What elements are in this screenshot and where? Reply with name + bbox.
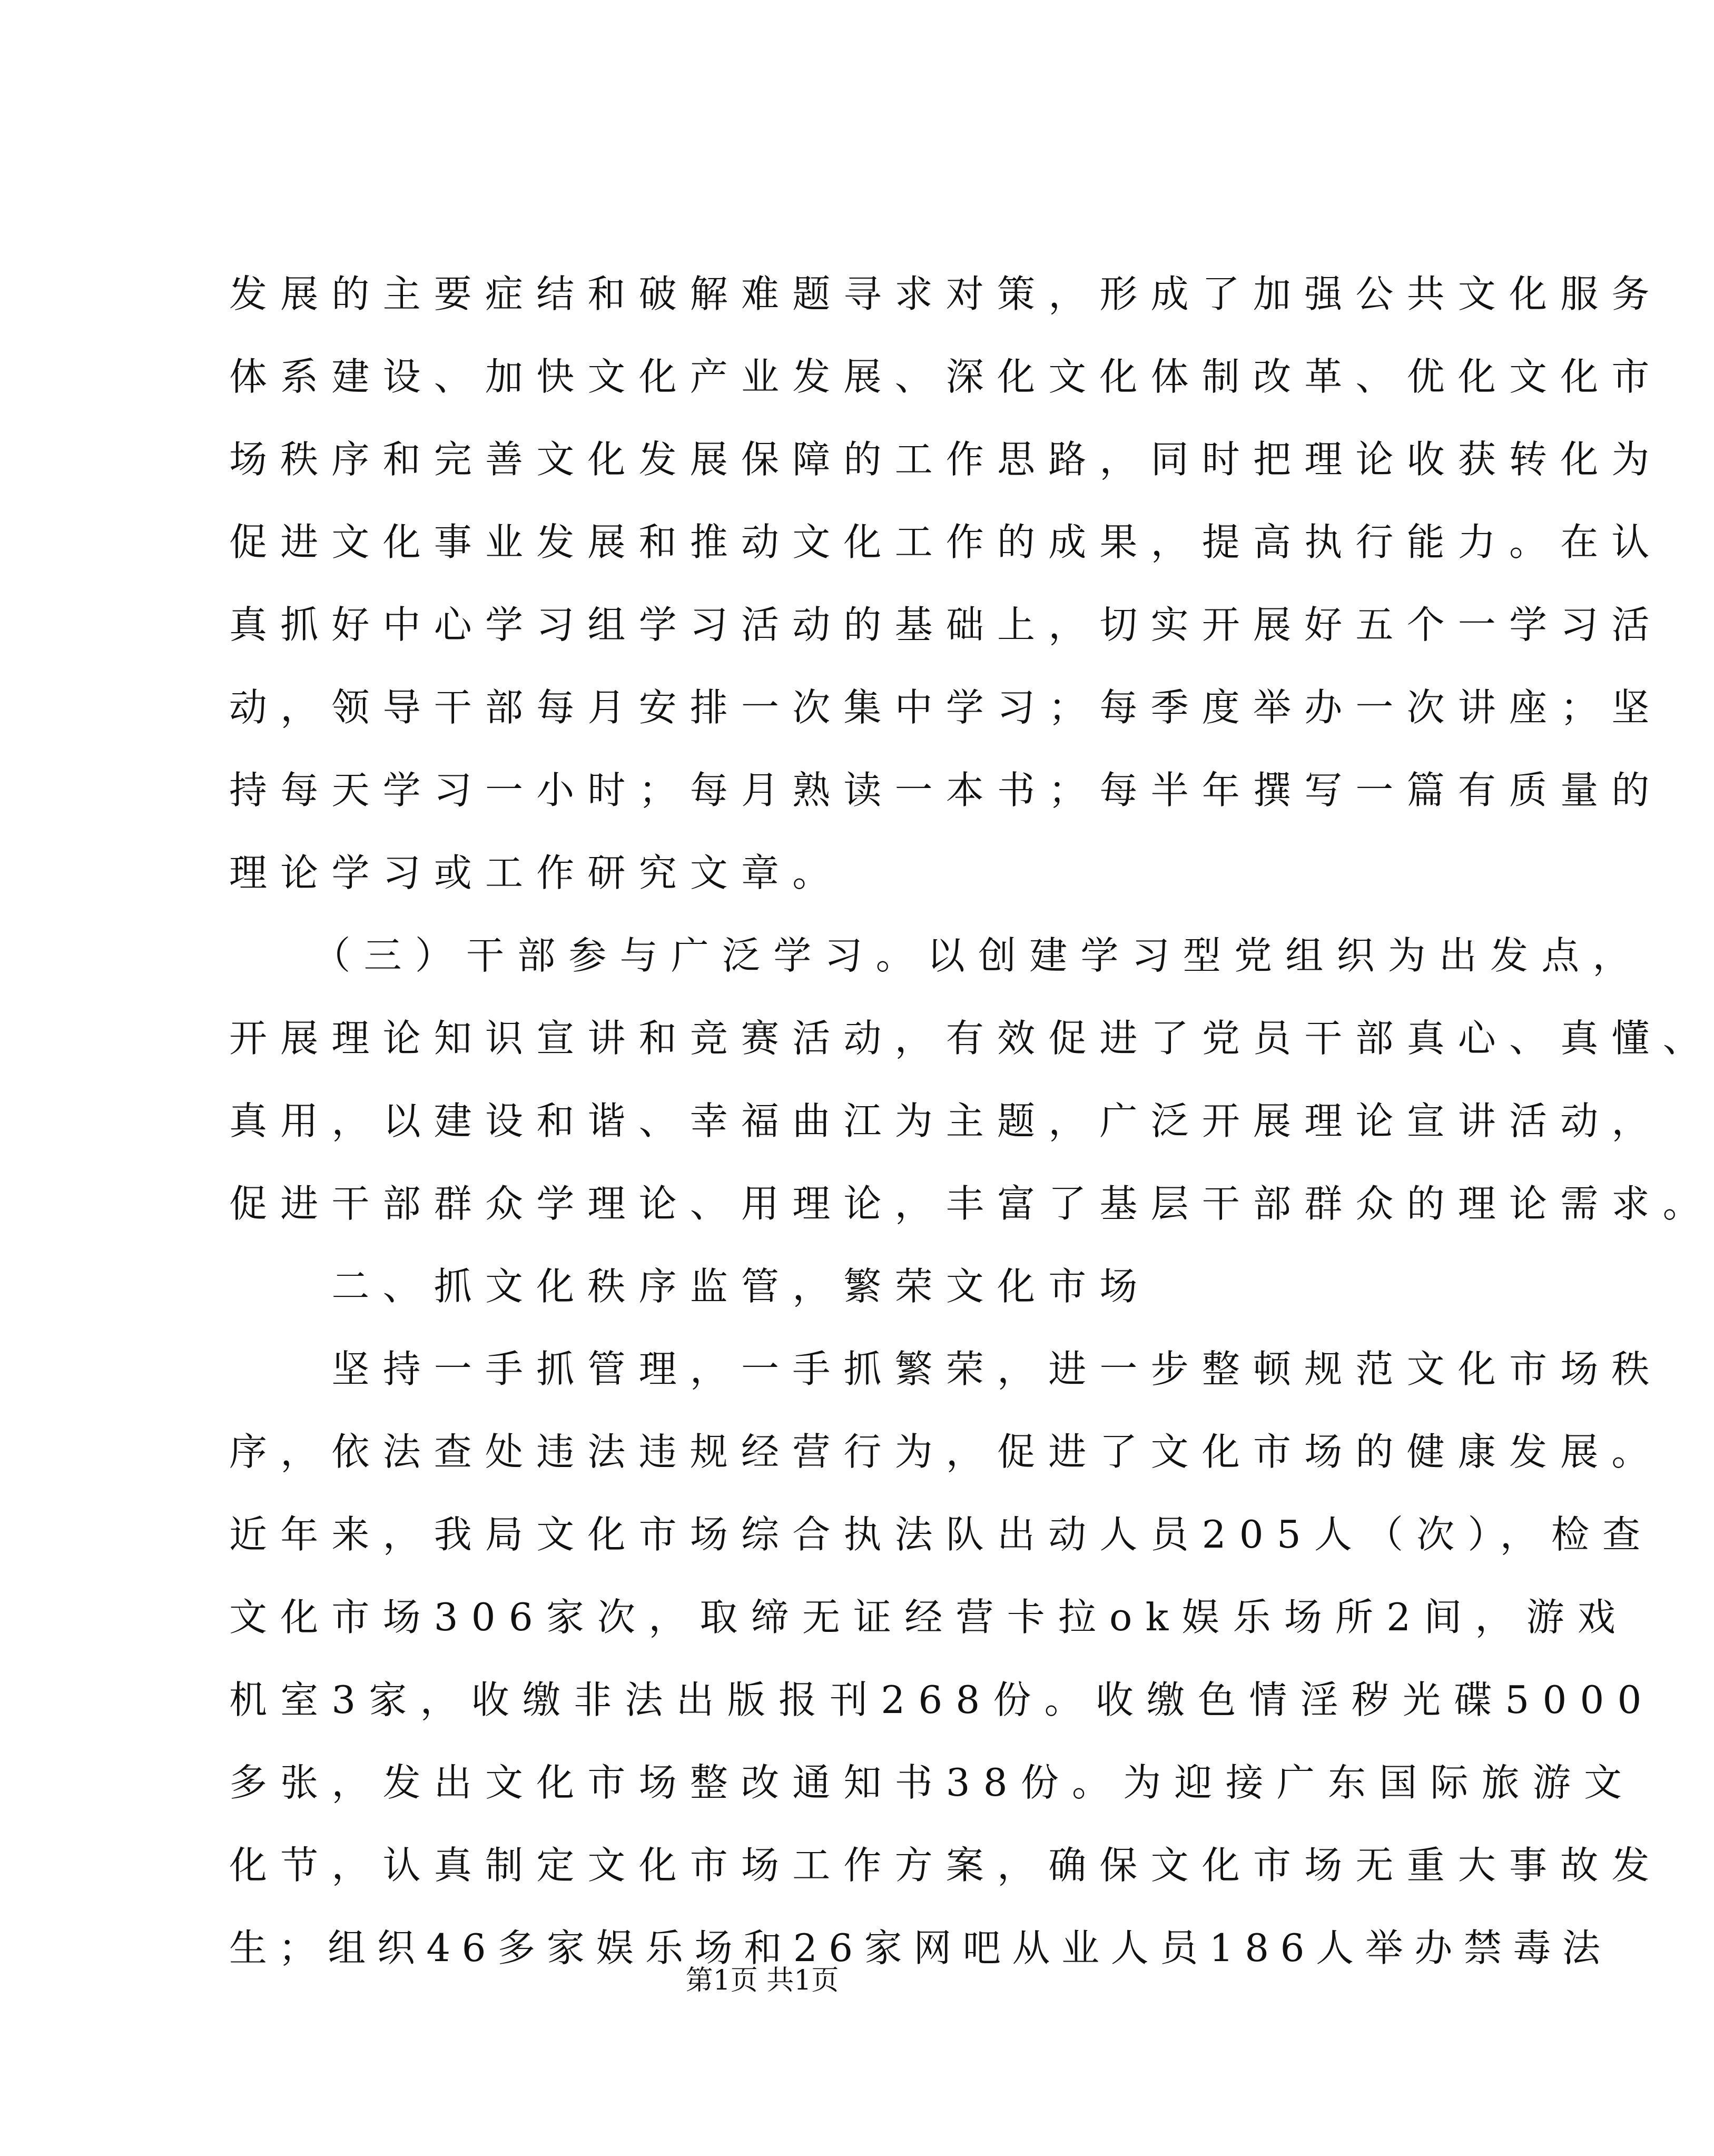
text-line: （三）干部参与广泛学习。以创建学习型党组织为出发点， (229, 933, 1644, 978)
page-number-footer: 第1页 共1页 (685, 1965, 839, 1996)
text-line: 机室3家，收缴非法出版报刊268份。收缴色情淫秽光碟5000 (229, 1678, 1655, 1722)
text-line: 真抓好中心学习组学习活动的基础上，切实开展好五个一学习活 (229, 603, 1663, 647)
text-line: 序，依法查处违法违规经营行为，促进了文化市场的健康发展。 (229, 1430, 1663, 1474)
document-body (229, 253, 1714, 1990)
text-line: 持每天学习一小时；每月熟读一本书；每半年撰写一篇有质量的 (229, 768, 1663, 812)
text-line: 发展的主要症结和破解难题寻求对策，形成了加强公共文化服务 (229, 272, 1663, 316)
text-line: 坚持一手抓管理，一手抓繁荣，进一步整顿规范文化市场秩 (229, 1347, 1663, 1391)
text-line: 理论学习或工作研究文章。 (229, 851, 844, 895)
text-line: 体系建设、加快文化产业发展、深化文化体制改革、优化文化市 (229, 355, 1663, 399)
text-line: 促进文化事业发展和推动文化工作的成果，提高执行能力。在认 (229, 520, 1663, 564)
text-line: 动，领导干部每月安排一次集中学习；每季度举办一次讲座；坚 (229, 685, 1663, 730)
section-heading: 二、抓文化秩序监管，繁荣文化市场 (229, 1264, 1151, 1308)
text-line: 文化市场306家次，取缔无证经营卡拉ok娱乐场所2间，游戏 (229, 1595, 1629, 1639)
text-line: 真用，以建设和谐、幸福曲江为主题，广泛开展理论宣讲活动， (229, 1099, 1663, 1143)
text-line: 多张，发出文化市场整改通知书38份。为迎接广东国际旅游文 (229, 1760, 1636, 1805)
text-line: 近年来，我局文化市场综合执法队出动人员205人（次），检查 (229, 1512, 1654, 1557)
text-line: 生；组织46多家娱乐场和26家网吧从业人员186人举办禁毒法 (229, 1926, 1612, 1970)
text-line: 化节，认真制定文化市场工作方案，确保文化市场无重大事故发 (229, 1843, 1663, 1887)
text-line: 场秩序和完善文化发展保障的工作思路，同时把理论收获转化为 (229, 437, 1663, 481)
text-line: 开展理论知识宣讲和竞赛活动，有效促进了党员干部真心、真懂、 (229, 1016, 1714, 1060)
text-line: 促进干部群众学理论、用理论，丰富了基层干部群众的理论需求。 (229, 1182, 1714, 1226)
